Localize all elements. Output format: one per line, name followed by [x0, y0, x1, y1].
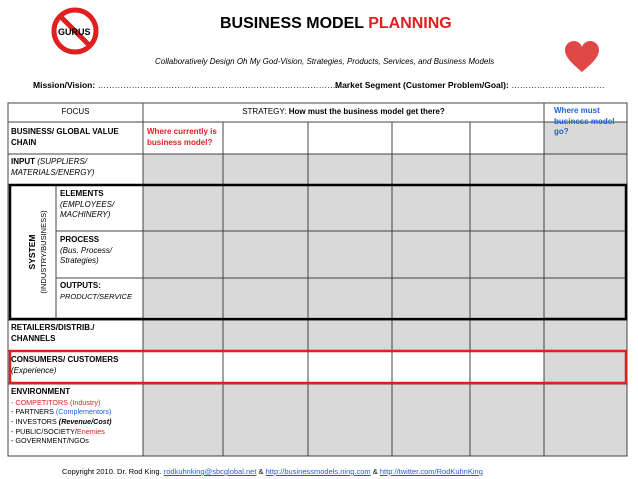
logo-text: GURUS: [58, 27, 91, 37]
outputs-label: OUTPUTS:: [60, 281, 101, 290]
outputs-detail: PRODUCT/SERVICE: [60, 291, 132, 301]
env-competitors-note: (Industry): [69, 397, 101, 407]
strategy-header: [143, 107, 544, 118]
input-detail: (SUPPLIERS/ MATERIALS/ENERGY): [11, 157, 95, 177]
consumers-row-label: [11, 355, 141, 376]
env-public: [11, 427, 143, 437]
environment-row-label: [11, 387, 143, 455]
title-accent: PLANNING: [368, 15, 452, 32]
current-header: Where currently is business model?: [147, 127, 217, 147]
environment-list: [11, 398, 143, 447]
env-public-note: Enemies: [76, 426, 105, 436]
elements-row-label: [60, 189, 140, 221]
environment-label: ENVIRONMENT: [11, 387, 71, 396]
process-detail: (Bus. Process/ Strategies): [60, 245, 113, 266]
mission-dots: ………………………………………………………………………….: [97, 80, 338, 90]
title-main: BUSINESS MODEL: [220, 15, 364, 32]
env-partners: [11, 407, 143, 417]
footer-twitter-link[interactable]: http://twitter.com/RodKuhnKing: [379, 467, 483, 476]
env-investors: [11, 417, 143, 427]
system-label: [16, 186, 56, 318]
consumers-detail: (Experience): [11, 365, 57, 375]
consumers-label: CONSUMERS/ CUSTOMERS: [11, 355, 119, 364]
env-government: - GOVERNMENT/NGOs: [11, 436, 89, 446]
footer-email-link[interactable]: rodkuhnking@sbcglobal.net: [163, 467, 257, 476]
mission-label: Mission/Vision:: [33, 80, 96, 90]
elements-label: ELEMENTS: [60, 189, 104, 198]
input-row-label: [11, 157, 141, 178]
input-label: INPUT: [11, 157, 35, 166]
gray-cells: [143, 122, 627, 456]
env-competitors: [11, 398, 143, 408]
process-row-label: [60, 235, 140, 267]
env-public-text: - PUBLIC/SOCIETY/: [11, 426, 77, 436]
business-row-label: BUSINESS/ GLOBAL VALUE CHAIN: [11, 127, 119, 147]
footer-amp-2: &: [372, 467, 378, 476]
strategy-header-label: STRATEGY:: [242, 107, 287, 116]
elements-detail: (EMPLOYEES/ MACHINERY): [60, 199, 115, 220]
footer: [62, 467, 483, 476]
env-investors-text: - INVESTORS: [11, 416, 57, 426]
retailers-row-label: RETAILERS/DISTRIB./ CHANNELS: [11, 323, 95, 343]
strategy-header-question: How must the business model get there?: [288, 107, 445, 116]
subtitle: Collaboratively Design Oh My God-Vision, Strategies, Products, Services, and Business Models: [155, 57, 495, 66]
env-partners-note: (Complementors): [55, 407, 112, 417]
system-detail-text: (INDUSTRY/BUSINESS): [39, 210, 48, 294]
footer-ning-link[interactable]: http://businessmodels.ning.com: [265, 467, 371, 476]
env-partners-text: - PARTNERS: [11, 407, 54, 417]
focus-header: FOCUS: [61, 107, 90, 116]
outputs-row-label: [60, 281, 142, 302]
market-label: Market Segment (Customer Problem/Goal):: [335, 80, 509, 90]
goal-header: Where must business model go?: [554, 106, 615, 137]
footer-amp-1: &: [258, 467, 264, 476]
env-investors-note: (Revenue/Cost): [58, 416, 112, 426]
system-label-text: SYSTEM: [27, 234, 37, 270]
footer-copyright: Copyright 2010. Dr. Rod King.: [62, 467, 162, 476]
market-dots: ……………………………: [511, 80, 605, 90]
env-competitors-text: - COMPETITORS: [11, 397, 68, 407]
process-label: PROCESS: [60, 235, 100, 244]
